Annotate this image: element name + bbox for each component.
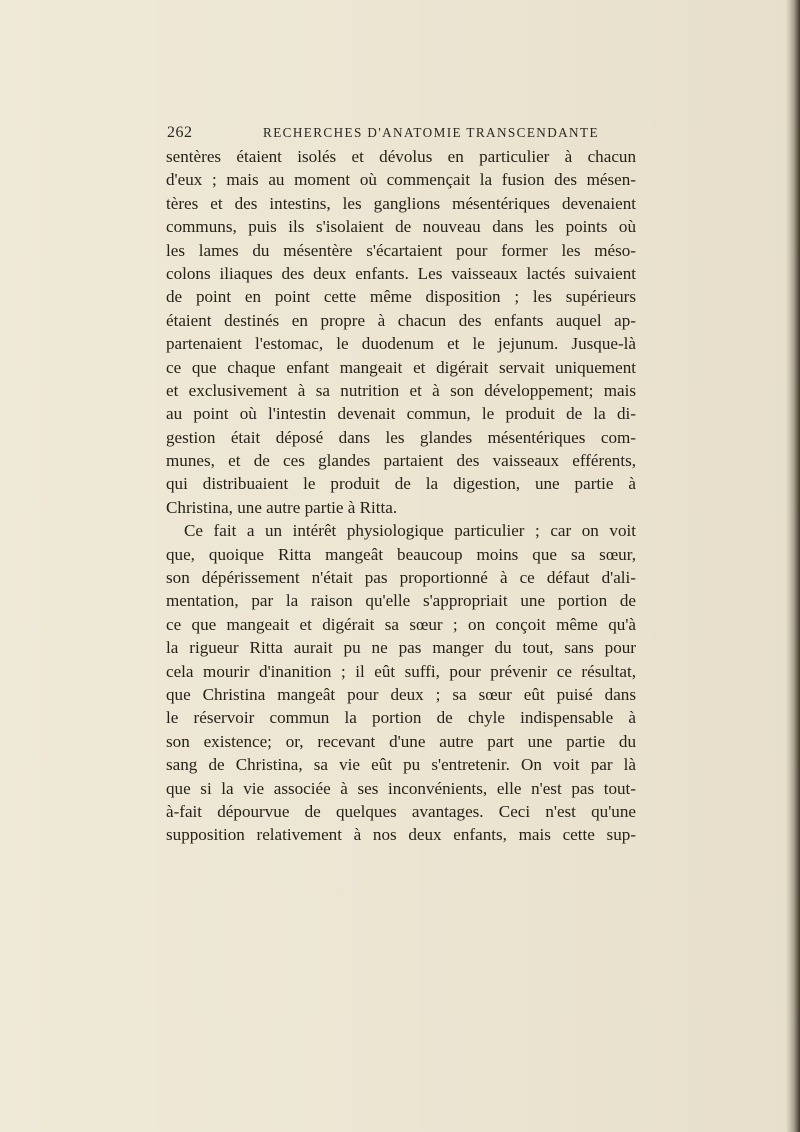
text-line: partenaient l'estomac, le duodenum et le jejunum. Jusque-là: [166, 334, 636, 354]
text-line: gestion était déposé dans les glandes mésentériques com-: [166, 427, 636, 447]
text-line: son existence; or, recevant d'une autre part une partie du: [166, 731, 636, 751]
body-text: [166, 145, 636, 847]
text-line: le réservoir commun la portion de chyle indispensable à: [166, 708, 636, 728]
text-line: colons iliaques des deux enfants. Les vaisseaux lactés suivaient: [166, 263, 636, 283]
text-line: étaient destinés en propre à chacun des enfants auquel ap-: [166, 310, 636, 330]
text-line: la rigueur Ritta aurait pu ne pas manger du tout, sans pour: [166, 638, 636, 658]
text-line: à-fait dépourvue de quelques avantages. Ceci n'est qu'une: [166, 801, 636, 821]
running-title: RECHERCHES D'ANATOMIE TRANSCENDANTE: [263, 125, 599, 140]
text-line: sang de Christina, sa vie eût pu s'entretenir. On voit par là: [166, 755, 636, 775]
text-line: cela mourir d'inanition ; il eût suffi, pour prévenir ce résultat,: [166, 661, 636, 681]
text-line: tères et des intestins, les ganglions mésentériques devenaient: [166, 193, 636, 213]
text-line: qui distribuaient le produit de la digestion, une partie à: [166, 474, 636, 494]
text-line: que si la vie associée à ses inconvénients, elle n'est pas tout-: [166, 778, 636, 798]
text-line: les lames du mésentère s'écartaient pour former les méso-: [166, 240, 636, 260]
page-edge-shadow: [786, 0, 800, 1132]
text-line: et exclusivement à sa nutrition et à son développement; mais: [166, 380, 636, 400]
page-number: 262: [167, 124, 193, 141]
text-line: ce que mangeait et digérait sa sœur ; on conçoit même qu'à: [166, 614, 636, 634]
text-line: d'eux ; mais au moment où commençait la fusion des mésen-: [166, 170, 636, 190]
text-line: au point où l'intestin devenait commun, le produit de la di-: [166, 404, 636, 424]
text-line: que Christina mangeât pour deux ; sa sœur eût puisé dans: [166, 684, 636, 704]
paragraph-start-line: Ce fait a un intérêt physiologique particulier ; car on voit: [184, 521, 636, 541]
text-line: sentères étaient isolés et dévolus en particulier à chacun: [166, 147, 636, 166]
text-line: munes, et de ces glandes partaient des vaisseaux efférents,: [166, 451, 636, 471]
text-line: mentation, par la raison qu'elle s'appropriait une portion de: [166, 591, 636, 611]
text-line: ce que chaque enfant mangeait et digérait servait uniquement: [166, 357, 636, 377]
text-line: supposition relativement à nos deux enfants, mais cette sup-: [166, 825, 636, 845]
text-line: communs, puis ils s'isolaient de nouveau dans les points où: [166, 217, 636, 237]
text-line: que, quoique Ritta mangeât beaucoup moins que sa sœur,: [166, 544, 636, 564]
paragraph-end-line: Christina, une autre partie à Ritta.: [166, 497, 398, 517]
text-line: de point en point cette même disposition ; les supérieurs: [166, 287, 636, 307]
page-header: [167, 124, 627, 146]
text-line: son dépérissement n'était pas proportionné à ce défaut d'ali-: [166, 568, 636, 588]
